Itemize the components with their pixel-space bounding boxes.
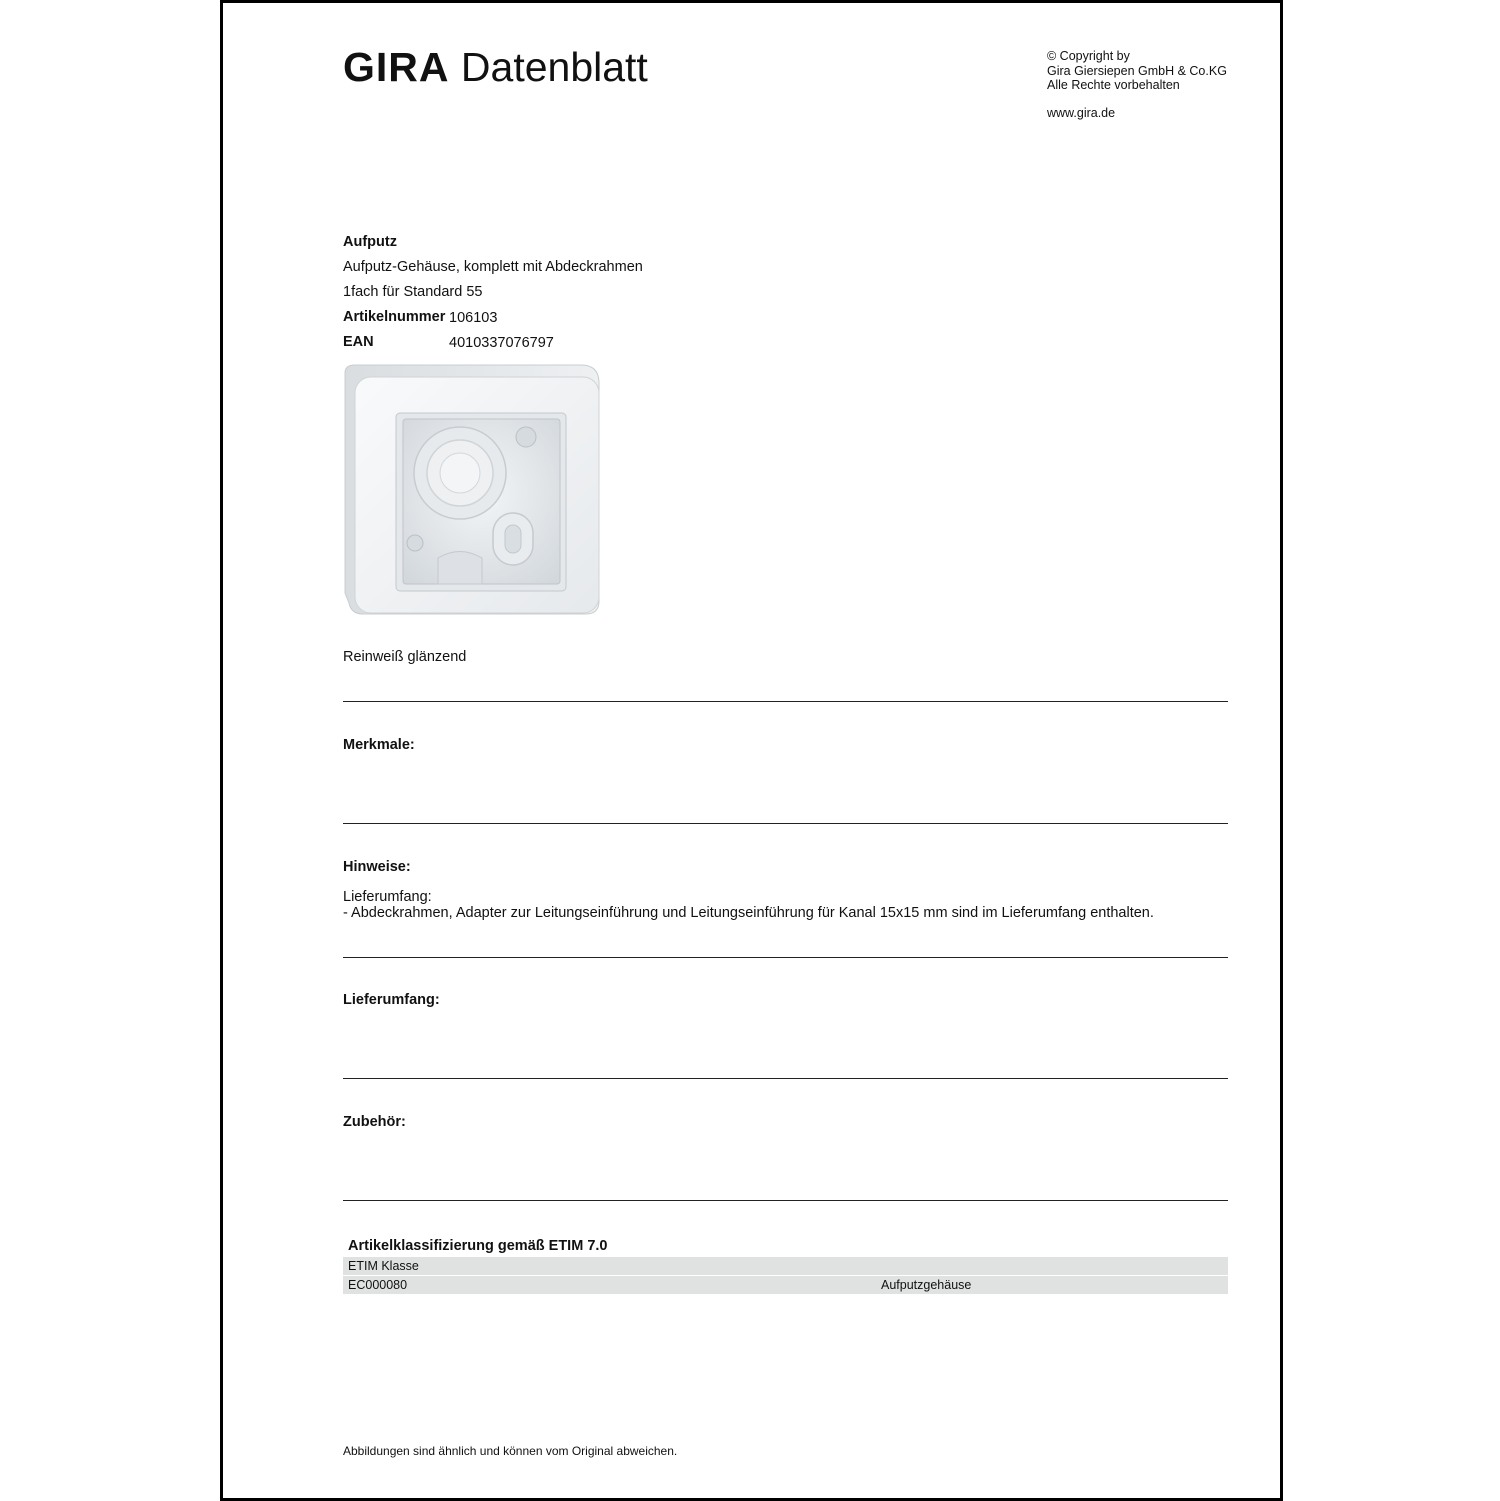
etim-class-header: ETIM Klasse bbox=[348, 1259, 419, 1273]
brand-logo: GIRA bbox=[343, 44, 450, 90]
website-link[interactable]: www.gira.de bbox=[1047, 106, 1116, 120]
copyright-line: © Copyright by bbox=[1047, 49, 1130, 63]
product-description-2: 1fach für Standard 55 bbox=[343, 284, 483, 300]
etim-class-code: EC000080 bbox=[348, 1278, 408, 1292]
zubehoer-heading: Zubehör: bbox=[343, 1114, 406, 1130]
article-number-value: 106103 bbox=[449, 310, 498, 326]
surface-mounted-housing-image bbox=[343, 363, 601, 615]
hinweise-heading: Hinweise: bbox=[343, 859, 411, 875]
section-divider bbox=[343, 957, 1228, 958]
hinweise-text-2: - Abdeckrahmen, Adapter zur Leitungseinführung und Leitungseinführung für Kanal 15x15 mm sind im Lieferumfang enthalten. bbox=[343, 905, 1154, 921]
doc-type: Datenblatt bbox=[460, 44, 648, 90]
footer-disclaimer: Abbildungen sind ähnlich und können vom Original abweichen. bbox=[343, 1444, 678, 1458]
etim-header-row bbox=[343, 1257, 1228, 1275]
product-category: Aufputz bbox=[343, 234, 397, 250]
product-color: Reinweiß glänzend bbox=[343, 649, 467, 665]
etim-data-row bbox=[343, 1276, 1228, 1294]
lieferumfang-heading: Lieferumfang: bbox=[343, 992, 440, 1008]
product-description-1: Aufputz-Gehäuse, komplett mit Abdeckrahmen bbox=[343, 259, 643, 275]
ean-label: EAN bbox=[343, 334, 374, 350]
brand-title bbox=[343, 44, 648, 90]
merkmale-heading: Merkmale: bbox=[343, 737, 415, 753]
hinweise-text-1: Lieferumfang: bbox=[343, 889, 432, 905]
copyright-rights: Alle Rechte vorbehalten bbox=[1047, 78, 1180, 92]
ean-value: 4010337076797 bbox=[449, 335, 554, 351]
section-divider bbox=[343, 1078, 1228, 1079]
section-divider bbox=[343, 1200, 1228, 1201]
article-number-label: Artikelnummer bbox=[343, 309, 446, 325]
etim-class-name: Aufputzgehäuse bbox=[881, 1278, 972, 1292]
section-divider bbox=[343, 823, 1228, 824]
etim-title: Artikelklassifizierung gemäß ETIM 7.0 bbox=[348, 1238, 608, 1254]
copyright-block bbox=[1047, 49, 1227, 93]
section-divider bbox=[343, 701, 1228, 702]
copyright-company: Gira Giersiepen GmbH & Co.KG bbox=[1047, 63, 1227, 78]
